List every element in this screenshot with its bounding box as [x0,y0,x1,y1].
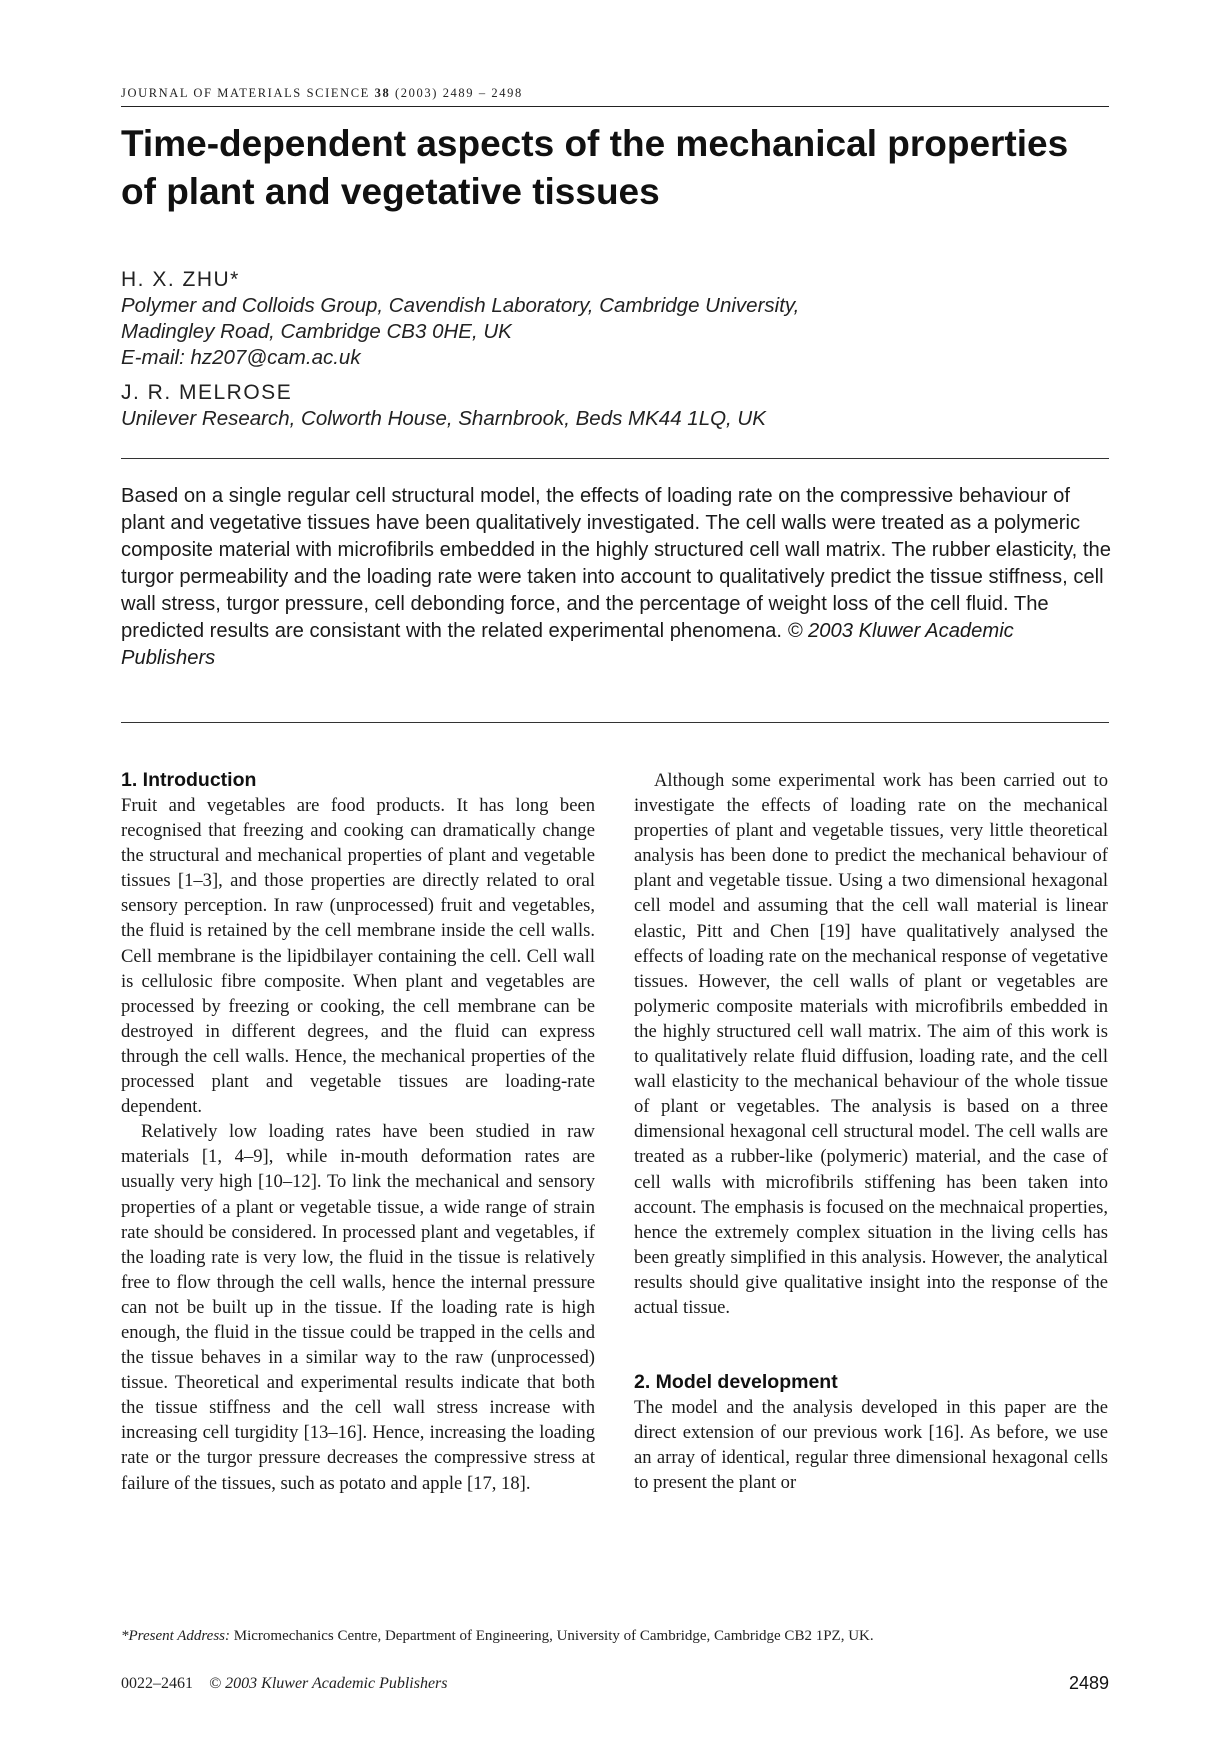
paragraph: Relatively low loading rates have been studied in raw materials [1, 4–9], while in-mouth deformation rates are usually very high [10–12]. To link the mechanical and sensory properties of a plant or vegetable tissue, a wide range of strain rate should be considered. In processed plant and vegetables, if the loading rate is very low, the fluid in the tissue is relatively free to flow through the cell walls, hence the internal pressure can not be built up in the tissue. If the loading rate is high enough, the fluid in the tissue could be trapped in the cells and the tissue behaves in a similar way to the raw (unprocessed) tissue. Theoretical and experimental results indicate that both the tissue stiffness and the cell wall stress increase with increasing cell turgidity [13–16]. Hence, increasing the loading rate or the turgor pressure decreases the compressive stress at failure of the tissues, such as potato and apple [17, 18]. [121,1121,595,1494]
footer-issn: 0022–2461 [121,1675,193,1692]
paragraph: Fruit and vegetables are food products. It has long been recognised that freezing and cooking can dramatically change the structural and mechanical properties of plant and vegetable tissues [1–3], and those properties are directly related to oral sensory perception. In raw (unprocessed) fruit and vegetables, the fluid is retained by the cell membrane inside the cell walls. Cell membrane is the lipidbilayer containing the cell. Cell wall is cellulosic fibre composite. When plant and vegetables are processed by freezing or cooking, the cell membrane can be destroyed in different degrees, and the fluid can express through the cell walls. Hence, the mechanical properties of the processed plant and vegetable tissues are loading-rate dependent. [121,795,595,1118]
paragraph: Although some experimental work has been carried out to investigate the effects of loading rate on the mechanical properties of plant and vegetable tissues, very little theoretical analysis has been done to predict the mechanical behaviour of plant and vegetable tissue. Using a two dimensional hexagonal cell model and assuming that the cell wall material is linear elastic, Pitt and Chen [19] have qualitatively analysed the effects of loading rate on the mechanical response of vegetative tissues. However, the cell walls of plant or vegetables are polymeric composite materials with microfibrils embedded in the highly structured cell wall matrix. The aim of this work is to qualitatively relate fluid diffusion, loading rate, and the cell wall elasticity to the mechanical behaviour of the whole tissue of plant or vegetables. The analysis is based on a three dimensional hexagonal cell structural model. The cell walls are treated as a rubber-like (polymeric) material, and the case of cell walls with microfibrils stiffening has been taken into account. The emphasis is focused on the mechnaical properties, hence the extremely complex situation in the living cells has been greatly simplified in this analysis. However, the analytical results should give qualitative insight into the response of the actual tissue. [634,770,1108,1318]
paper-title: Time-dependent aspects of the mechanical properties of plant and vegetative tissues [121,123,1069,212]
footnote-text: Micromechanics Centre, Department of Engineering, University of Cambridge, Cambridge CB2 1PZ, UK. [233,1628,874,1644]
page-number: 2489 [1068,1673,1109,1693]
affiliation-line: Polymer and Colloids Group, Cavendish Laboratory, Cambridge University, [121,294,800,317]
paper-page [121,0,1109,1748]
journal-name: JOURNAL OF MATERIALS SCIENCE [121,86,370,100]
section-heading-introduction: 1. Introduction [121,769,257,791]
author-affiliation [121,293,1109,371]
footnote [121,1628,1109,1645]
section-heading-model-development: 2. Model development [634,1371,838,1394]
left-column [121,768,595,1496]
author-name: J. R. MELROSE [121,381,293,404]
footer-issn-copyright [121,1675,448,1693]
author-affiliation [121,406,1109,432]
abstract-top-rule [121,458,1109,459]
journal-header [121,86,1109,101]
right-column [634,768,1108,1495]
journal-year-pages: (2003) 2489 – 2498 [395,86,523,100]
author-email: E-mail: hz207@cam.ac.uk [121,346,361,369]
abstract [121,483,1111,672]
affiliation-line: Unilever Research, Colworth House, Sharnbrook, Beds MK44 1LQ, UK [121,407,766,430]
abstract-text: Based on a single regular cell structural model, the effects of loading rate on the compressive behaviour of plant and vegetative tissues have been qualitatively investigated. The cell walls were treated as a polymeric composite material with microfibrils embedded in the highly structured cell wall matrix. The rubber elasticity, the turgor permeability and the loading rate were taken into account to qualitatively predict the tissue stiffness, cell wall stress, turgor pressure, cell debonding force, and the percentage of weight loss of the cell fluid. The predicted results are consistant with the related experimental phenomena. [121,485,1111,642]
paragraph: The model and the analysis developed in this paper are the direct extension of our previous work [16]. As before, we use an array of identical, regular three dimensional hexagonal cells to present the plant or [634,1397,1108,1494]
author-name: H. X. ZHU* [121,268,240,291]
footnote-label: *Present Address: [121,1628,231,1644]
header-rule [121,106,1109,107]
footer-copyright: © 2003 Kluwer Academic Publishers [209,1675,448,1692]
abstract-bottom-rule [121,722,1109,723]
abstract-copyright: © 2003 Kluwer Academic Publishers [121,620,1014,669]
affiliation-line: Madingley Road, Cambridge CB3 0HE, UK [121,320,512,343]
journal-volume: 38 [374,86,391,100]
